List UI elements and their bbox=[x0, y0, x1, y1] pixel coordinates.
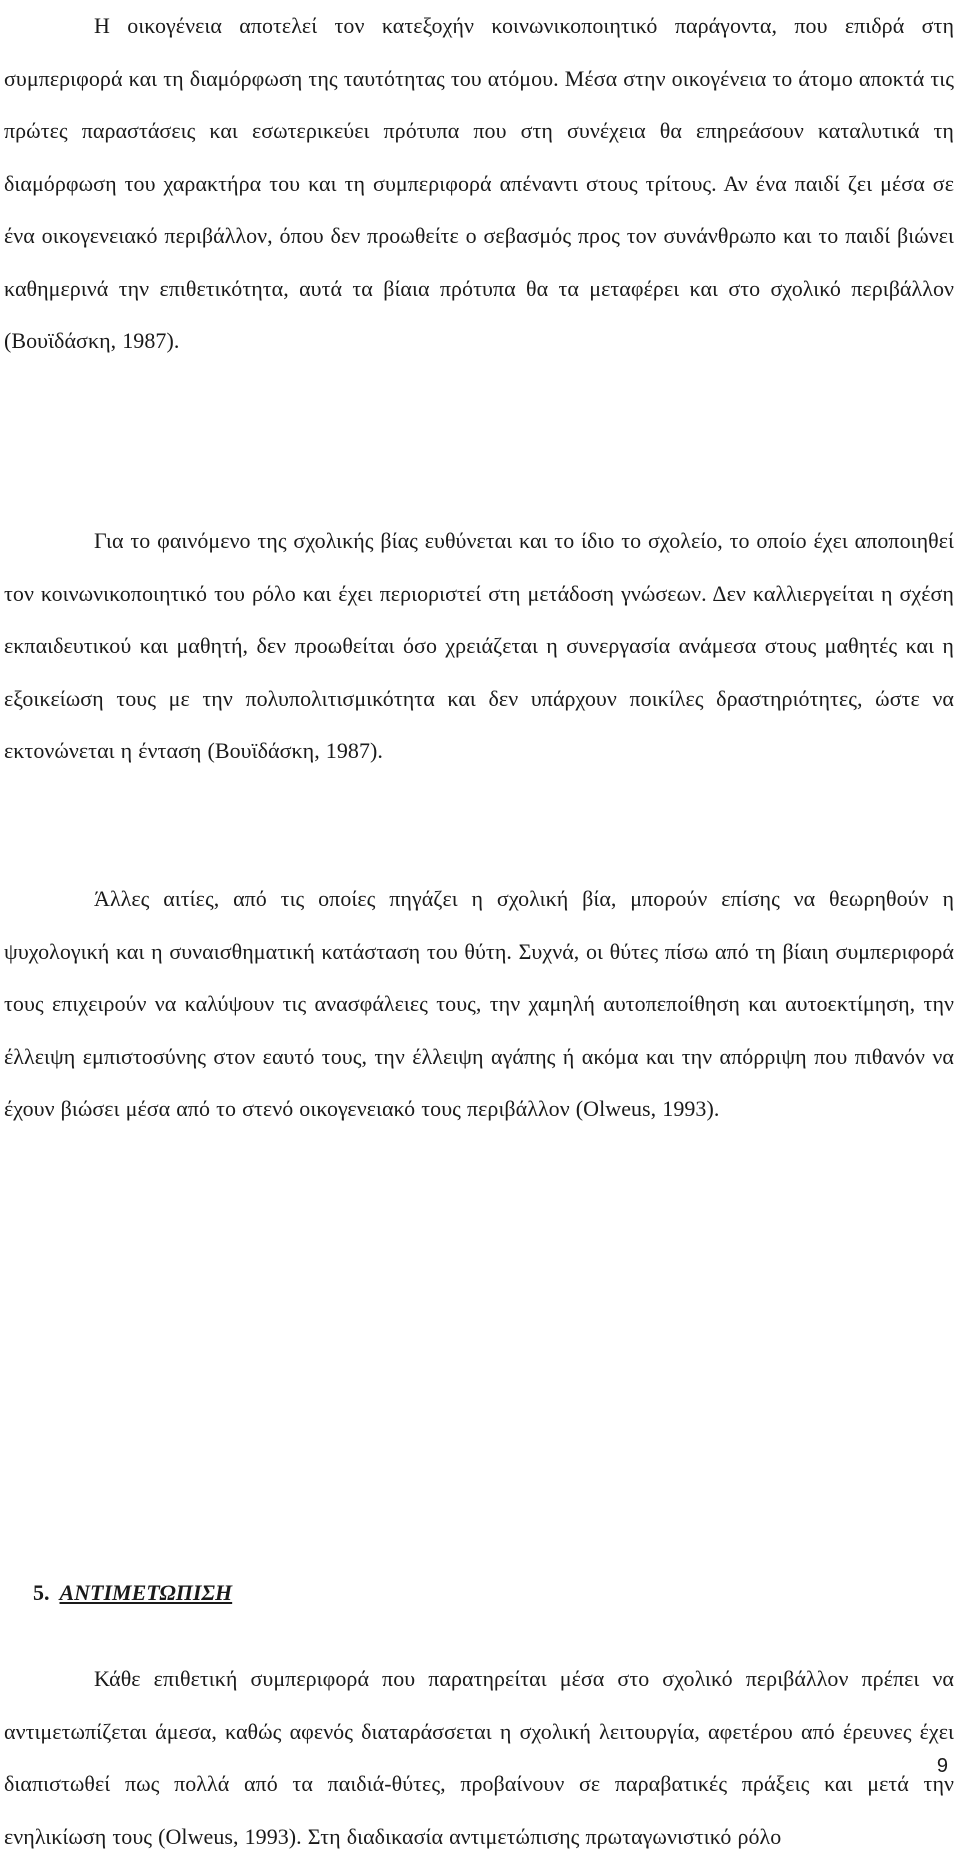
section-heading bbox=[33, 1580, 232, 1606]
paragraph-addressing: Κάθε επιθετική συμπεριφορά που παρατηρείται μέσα στο σχολικό περιβάλλον πρέπει να αντιμετωπίζεται άμεσα, καθώς αφενός διαταράσσεται η σχολική λειτουργία, αφετέρου από έρευνες έχει διαπιστωθεί πως πολλά από τα παιδιά-θύτες, προβαίνουν σε παραβατικές πράξεις και μετά την ενηλικίωση τους (Olweus, 1993). Στη διαδικασία αντιμετώπισης πρωταγωνιστικό ρόλο bbox=[4, 1666, 954, 1849]
paragraph-school-responsibility: Για το φαινόμενο της σχολικής βίας ευθύνεται και το ίδιο το σχολείο, το οποίο έχει αποποιηθεί τον κοινωνικοποιητικό του ρόλο και έχει περιοριστεί στη μετάδοση γνώσεων. Δεν καλλιεργείται η σχέση εκπαιδευτικού και μαθητή, δεν προωθείται όσο χρειάζεται η συνεργασία ανάμεσα στους μαθητές και η εξοικείωση τους με την πολυπολιτισμικότητα και δεν υπάρχουν ποικίλες δραστηριότητες, ώστε να εκτονώνεται η ένταση (Βουϊδάσκη, 1987). bbox=[4, 528, 954, 763]
section-title: ΑΝΤΙΜΕΤΩΠΙΣΗ bbox=[59, 1580, 233, 1605]
paragraph-family-influence: Η οικογένεια αποτελεί τον κατεξοχήν κοινωνικοποιητικό παράγοντα, που επιδρά στη συμπεριφορά και τη διαμόρφωση της ταυτότητας του ατόμου. Μέσα στην οικογένεια το άτομο αποκτά τις πρώτες παραστάσεις και εσωτερικεύει πρότυπα που στη συνέχεια θα επηρεάσουν καταλυτικά τη διαμόρφωση του χαρακτήρα του και τη συμπεριφορά απέναντι στους τρίτους. Αν ένα παιδί ζει μέσα σε ένα οικογενειακό περιβάλλον, όπου δεν προωθείτε ο σεβασμός προς τον συνάνθρωπο και το παιδί βιώνει καθημερινά την επιθετικότητα, αυτά τα βίαια πρότυπα θα τα μεταφέρει και στο σχολικό περιβάλλον (Βουϊδάσκη, 1987). bbox=[4, 13, 954, 353]
section-number: 5. bbox=[33, 1580, 50, 1605]
page-number: 9 bbox=[936, 1755, 948, 1777]
paragraph-other-causes: Άλλες αιτίες, από τις οποίες πηγάζει η σχολική βία, μπορούν επίσης να θεωρηθούν η ψυχολογική και η συναισθηματική κατάσταση του θύτη. Συχνά, οι θύτες πίσω από τη βίαιη συμπεριφορά τους επιχειρούν να καλύψουν τις ανασφάλειες τους, την χαμηλή αυτοπεποίθηση και αυτοεκτίμηση, την έλλειψη εμπιστοσύνης στον εαυτό τους, την έλλειψη αγάπης ή ακόμα και την απόρριψη που πιθανόν να έχουν βιώσει μέσα από το στενό οικογενειακό τους περιβάλλον (Olweus, 1993). bbox=[4, 886, 954, 1121]
